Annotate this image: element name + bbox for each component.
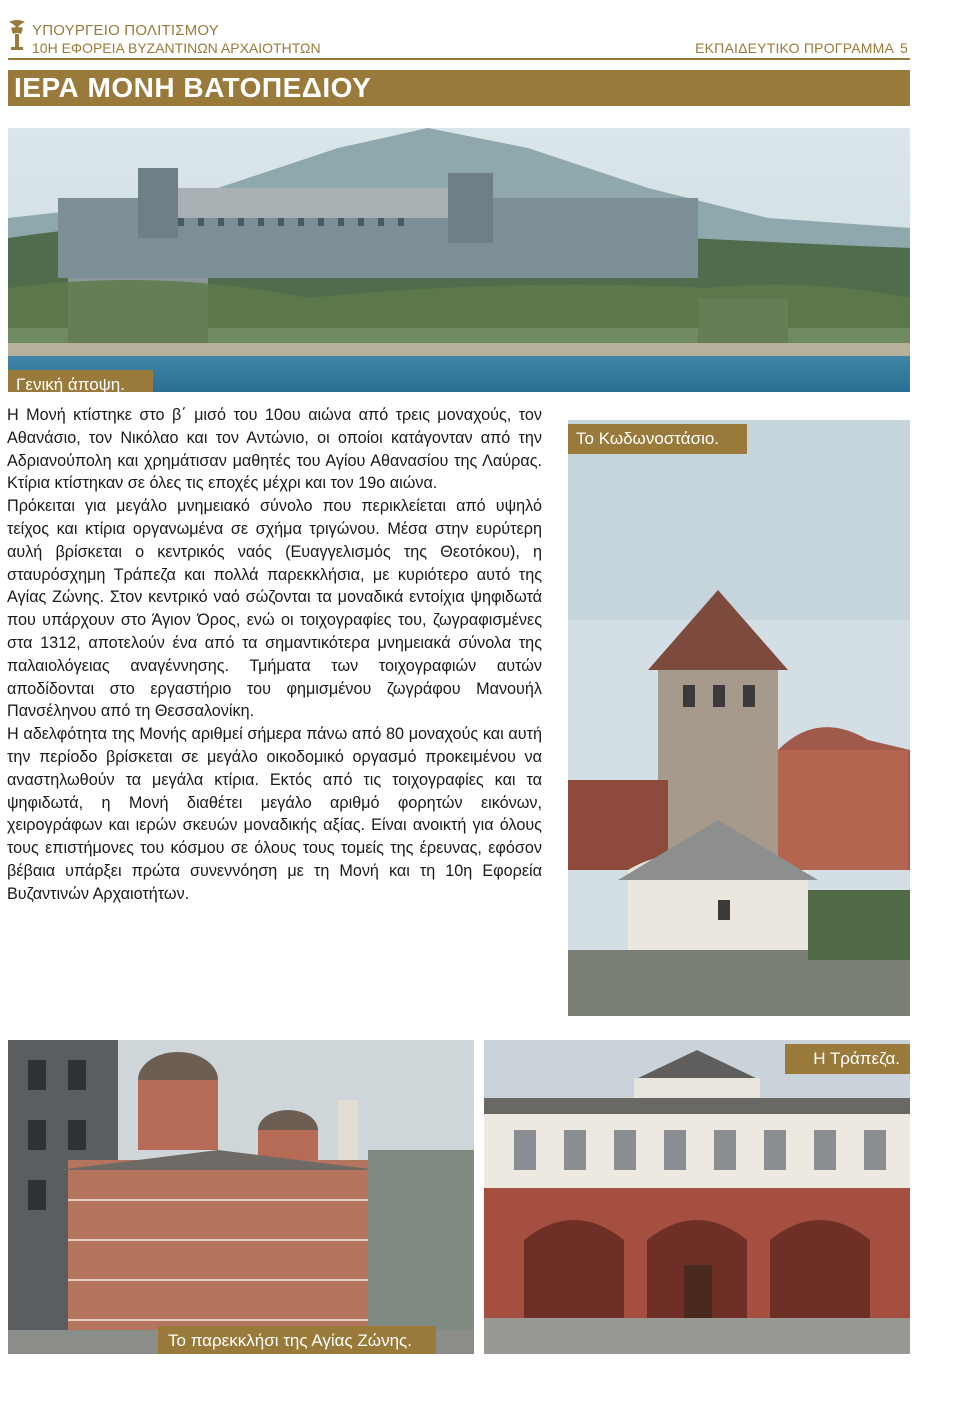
page-title: ΙΕΡΑ ΜΟΝΗ ΒΑΤΟΠΕΔΙΟΥ bbox=[14, 72, 372, 103]
general-view-caption: Γενική άποψη. bbox=[8, 370, 153, 392]
general-view-photo bbox=[8, 128, 910, 392]
ministry-name: ΥΠΟΥΡΓΕΙΟ ΠΟΛΙΤΙΣΜΟΥ bbox=[32, 22, 220, 39]
paragraph-architecture: Πρόκειται για μεγάλο μνημειακό σύνολο που περικλείεται από υψηλό τείχος και κτίρια οργανωμένα σε σχήμα τριγώνου. Μέσα στην ευρύτερη αυλή βρίσκεται ο κεντρικός ναός (Ευαγγελισμός της Θεοτόκου), η σταυρόσχημη Τράπεζα και πολλά παρεκκλήσια, με κυριότερο αυτό της Αγίας Ζώνης. Στον κεντρικό ναό σώζονται τα μοναδικά εντοίχια ψηφιδωτά που υπάρχουν στο Άγιον Όρος, ενώ οι τοιχογραφίες του, ζωγραφισμένες στα 1312, αποτελούν ένα από τα σημαντικότερα μνημειακά σύνολα της παλαιολόγειας αναγέννησης. Τμήματα των τοιχογραφιών αυτών αποδίδονται στο εργαστήριο του φημισμένου ζωγράφου Μανουήλ Πανσέληνου από τη Θεσσαλονίκη. bbox=[7, 497, 542, 721]
program-label: ΕΚΠΑΙΔΕΥΤΙΚΟ ΠΡΟΓΡΑΜΜΑ bbox=[695, 40, 894, 56]
ministry-logo-icon bbox=[6, 18, 28, 52]
refectory-photo bbox=[484, 1040, 910, 1354]
paragraph-history: Η Μονή κτίστηκε στο β΄ μισό του 10ου αιώνα από τρεις μοναχούς, τον Αθανάσιο, τον Νικόλαο και τον Αντώνιο, οι οποίοι κατάγονταν από την Αδριανούπολη και χρημάτισαν μαθητές του Αγίου Αθανασίου της Λαύρας. Κτίρια κτίστηκαν σε όλες τις εποχές μέχρι και τον 19ο αιώνα. bbox=[7, 406, 542, 493]
refectory-caption: Η Τράπεζα. bbox=[785, 1044, 910, 1074]
bell-tower-caption: Το Κωδωνοστάσιο. bbox=[568, 424, 747, 454]
body-text bbox=[7, 404, 542, 906]
bell-tower-photo bbox=[568, 420, 910, 1016]
header-rule bbox=[8, 58, 910, 60]
ephoreia-name: 10Η ΕΦΟΡΕΙΑ ΒΥΖΑΝΤΙΝΩΝ ΑΡΧΑΙΟΤΗΤΩΝ bbox=[32, 40, 321, 56]
paragraph-brotherhood: Η αδελφότητα της Μονής αριθμεί σήμερα πάνω από 80 μοναχούς και αυτή την περίοδο βρίσκεται σε μεγάλο οικοδομικό οργασμό προκειμένου να αναστηλωθούν τα μεγάλα κτίρια. Εκτός από τις τοιχογραφίες και τα ψηφιδωτά, η Μονή διαθέτει μεγάλο αριθμό φορητών εικόνων, χειρογράφων και ιερών σκευών μοναδικής αξίας. Είναι ανοικτή για όλους τους επιστήμονες του κόσμου σε όλους τους τομείς της έρευνας, εφόσον βέβαια υπάρξει πρώτα συνεννόηση με τη Μονή και τη 10η Εφορεία Βυζαντινών Αρχαιοτήτων. bbox=[7, 725, 542, 903]
page-number: 5 bbox=[900, 40, 908, 56]
chapel-caption: Το παρεκκλήσι της Αγίας Ζώνης. bbox=[158, 1326, 436, 1354]
chapel-photo bbox=[8, 1040, 474, 1354]
